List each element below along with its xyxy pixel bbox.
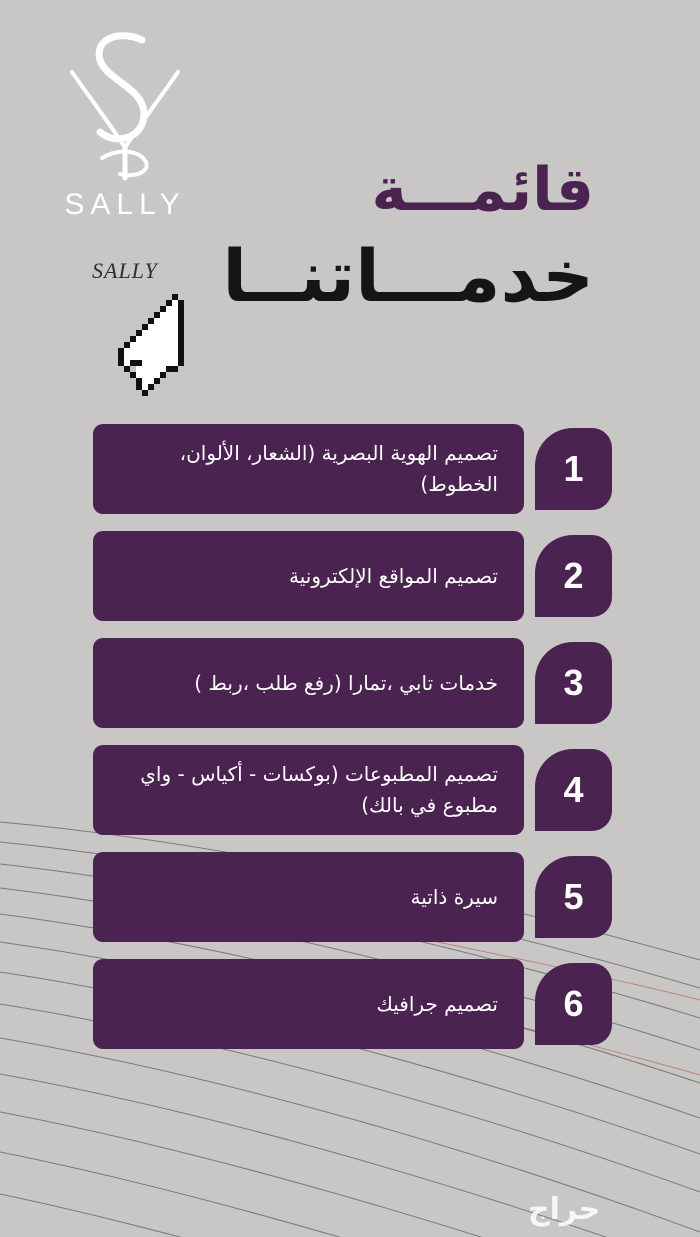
service-card xyxy=(93,959,524,1049)
service-number-badge: 5 xyxy=(535,856,612,938)
service-label: تصميم جرافيك xyxy=(376,991,498,1016)
service-item xyxy=(93,745,613,835)
service-card xyxy=(93,638,524,728)
logo-wordmark: SALLY xyxy=(64,188,186,221)
service-label: سيرة ذاتية xyxy=(410,884,498,909)
service-number-badge: 3 xyxy=(535,642,612,724)
service-label: تصميم المطبوعات (بوكسات - أكياس - واي مطبوع في بالك) xyxy=(140,762,498,817)
service-number-badge: 6 xyxy=(535,963,612,1045)
title-line-2: خدمـــاتنــا xyxy=(222,234,594,318)
service-label: تصميم الهوية البصرية (الشعار، الألوان، الخطوط) xyxy=(179,441,498,496)
service-number-badge: 4 xyxy=(535,749,612,831)
service-item xyxy=(93,531,613,621)
service-label: خدمات تابي ،تمارا (رفع طلب ،ربط ) xyxy=(194,670,498,695)
title-line-1: قائمـــة xyxy=(371,155,594,225)
service-label: تصميم المواقع الإلكترونية xyxy=(289,563,498,588)
service-card xyxy=(93,852,524,942)
service-item xyxy=(93,959,613,1049)
signature: SALLY xyxy=(92,258,158,283)
service-number-badge: 2 xyxy=(535,535,612,617)
service-card xyxy=(93,531,524,621)
service-item xyxy=(93,424,613,514)
service-item xyxy=(93,638,613,728)
service-card xyxy=(93,745,524,835)
service-item xyxy=(93,852,613,942)
service-card xyxy=(93,424,524,514)
watermark: حراج xyxy=(528,1192,601,1227)
service-number-badge: 1 xyxy=(535,428,612,510)
